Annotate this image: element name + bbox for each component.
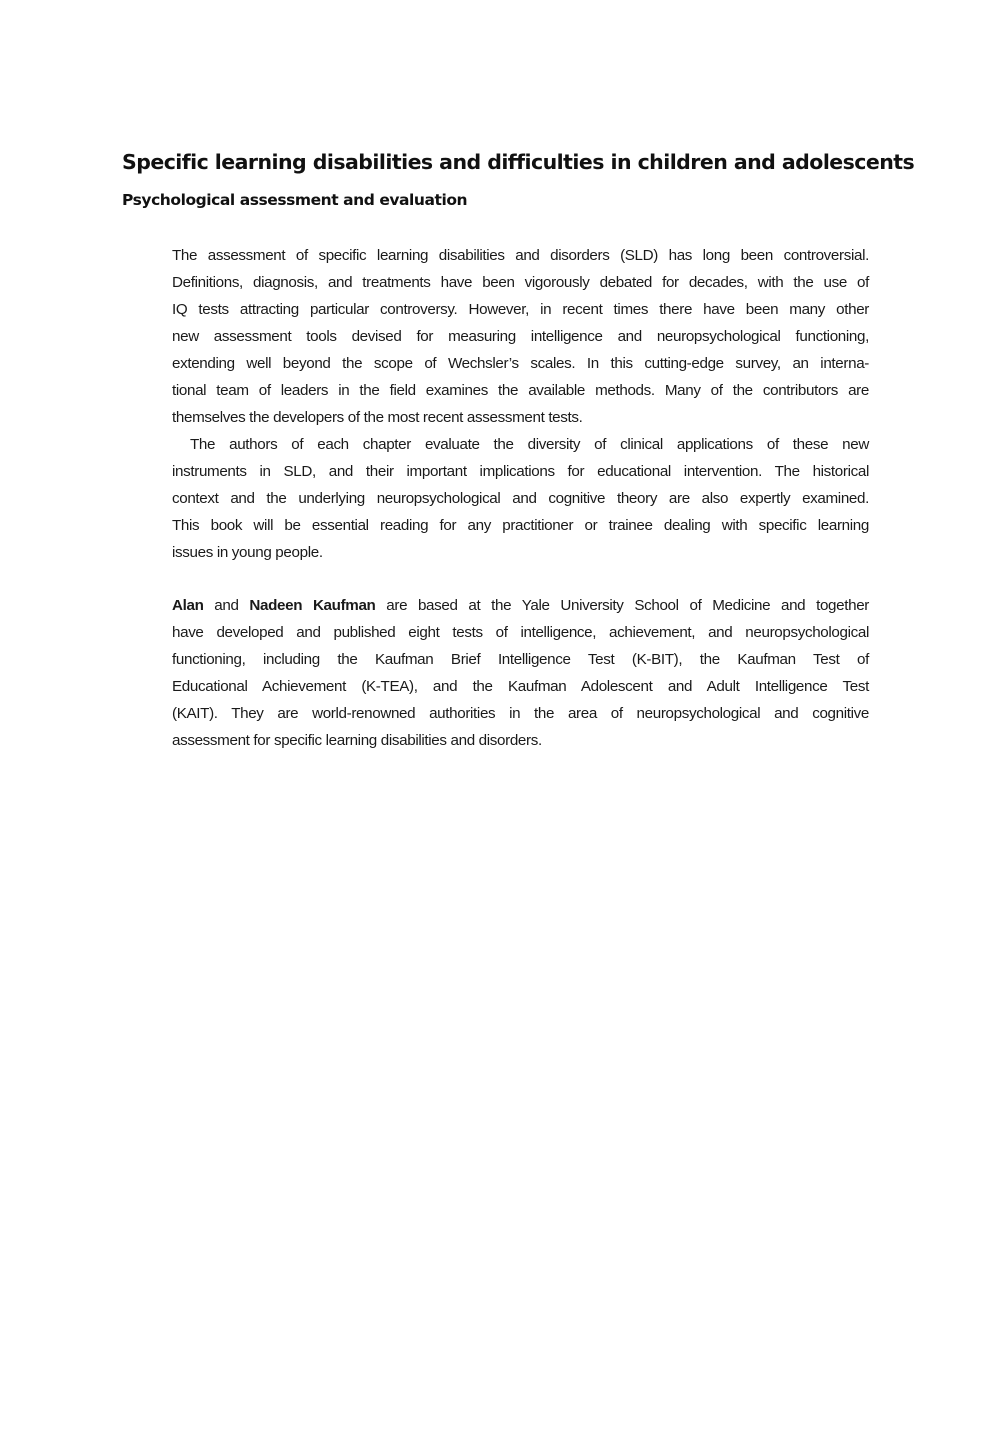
text-line: issues in young people.: [172, 544, 323, 561]
text-line: [172, 592, 869, 619]
text-line-wrap: [172, 700, 869, 727]
text-line: context and the underlying neuropsychological and cognitive theory are also expertly examined.: [172, 490, 869, 507]
text-line-wrap: [172, 404, 869, 431]
text-line: new assessment tools devised for measuring intelligence and neuropsychological functioning,: [172, 328, 869, 345]
author-bio-first-line: [172, 592, 869, 619]
text-line: have developed and published eight tests of intelligence, achievement, and neuropsychological: [172, 624, 869, 641]
text-line: themselves the developers of the most recent assessment tests.: [172, 409, 583, 426]
text-line-wrap: [172, 350, 869, 377]
author-name-1: Alan: [172, 597, 204, 614]
text-line-wrap: [172, 323, 869, 350]
text-line-wrap: [172, 539, 869, 566]
author-name-2: Nadeen Kaufman: [249, 597, 376, 614]
text-line-wrap: [172, 269, 869, 296]
text-line-wrap: [172, 646, 869, 673]
text-line-wrap: [172, 296, 869, 323]
abstract-paragraph-1: [172, 242, 869, 269]
text-line: instruments in SLD, and their important implications for educational intervention. The historical: [172, 463, 869, 480]
text-line-wrap: [172, 512, 869, 539]
text-line: assessment for specific learning disabilities and disorders.: [172, 732, 542, 749]
text-line: tional team of leaders in the field examines the available methods. Many of the contributors are: [172, 382, 869, 399]
text-line-wrap: [172, 727, 869, 754]
text-line: Educational Achievement (K-TEA), and the Kaufman Adolescent and Adult Intelligence Test: [172, 678, 869, 695]
text-line-wrap: [172, 458, 869, 485]
text-fragment: are based at the Yale University School of Medicine and together: [375, 597, 870, 614]
text-line-wrap: [172, 377, 869, 404]
text-line: functioning, including the Kaufman Brief Intelligence Test (K-BIT), the Kaufman Test of: [172, 651, 869, 668]
text-line-wrap: [172, 619, 869, 646]
text-line: IQ tests attracting particular controversy. However, in recent times there have been many other: [172, 301, 869, 318]
text-line-wrap: [172, 673, 869, 700]
text-line: Definitions, diagnosis, and treatments have been vigorously debated for decades, with the use of: [172, 274, 869, 291]
abstract-paragraph-2: [172, 431, 869, 458]
conjunction: and: [203, 597, 250, 614]
text-line: extending well beyond the scope of Wechsler’s scales. In this cutting-edge survey, an interna-: [172, 355, 869, 372]
text-line: (KAIT). They are world-renowned authorities in the area of neuropsychological and cognitive: [172, 705, 869, 722]
text-line-wrap: [172, 485, 869, 512]
text-line: The authors of each chapter evaluate the diversity of clinical applications of these new: [190, 436, 869, 453]
abstract: [172, 242, 869, 566]
book-title: Specific learning disabilities and difficulties in children and adolescents: [122, 150, 915, 174]
text-line: The assessment of specific learning disabilities and disorders (SLD) has long been controversial.: [172, 247, 869, 264]
author-bio: [172, 592, 869, 754]
book-subtitle: Psychological assessment and evaluation: [122, 191, 468, 209]
text-line: This book will be essential reading for any practitioner or trainee dealing with specific learning: [172, 517, 869, 534]
